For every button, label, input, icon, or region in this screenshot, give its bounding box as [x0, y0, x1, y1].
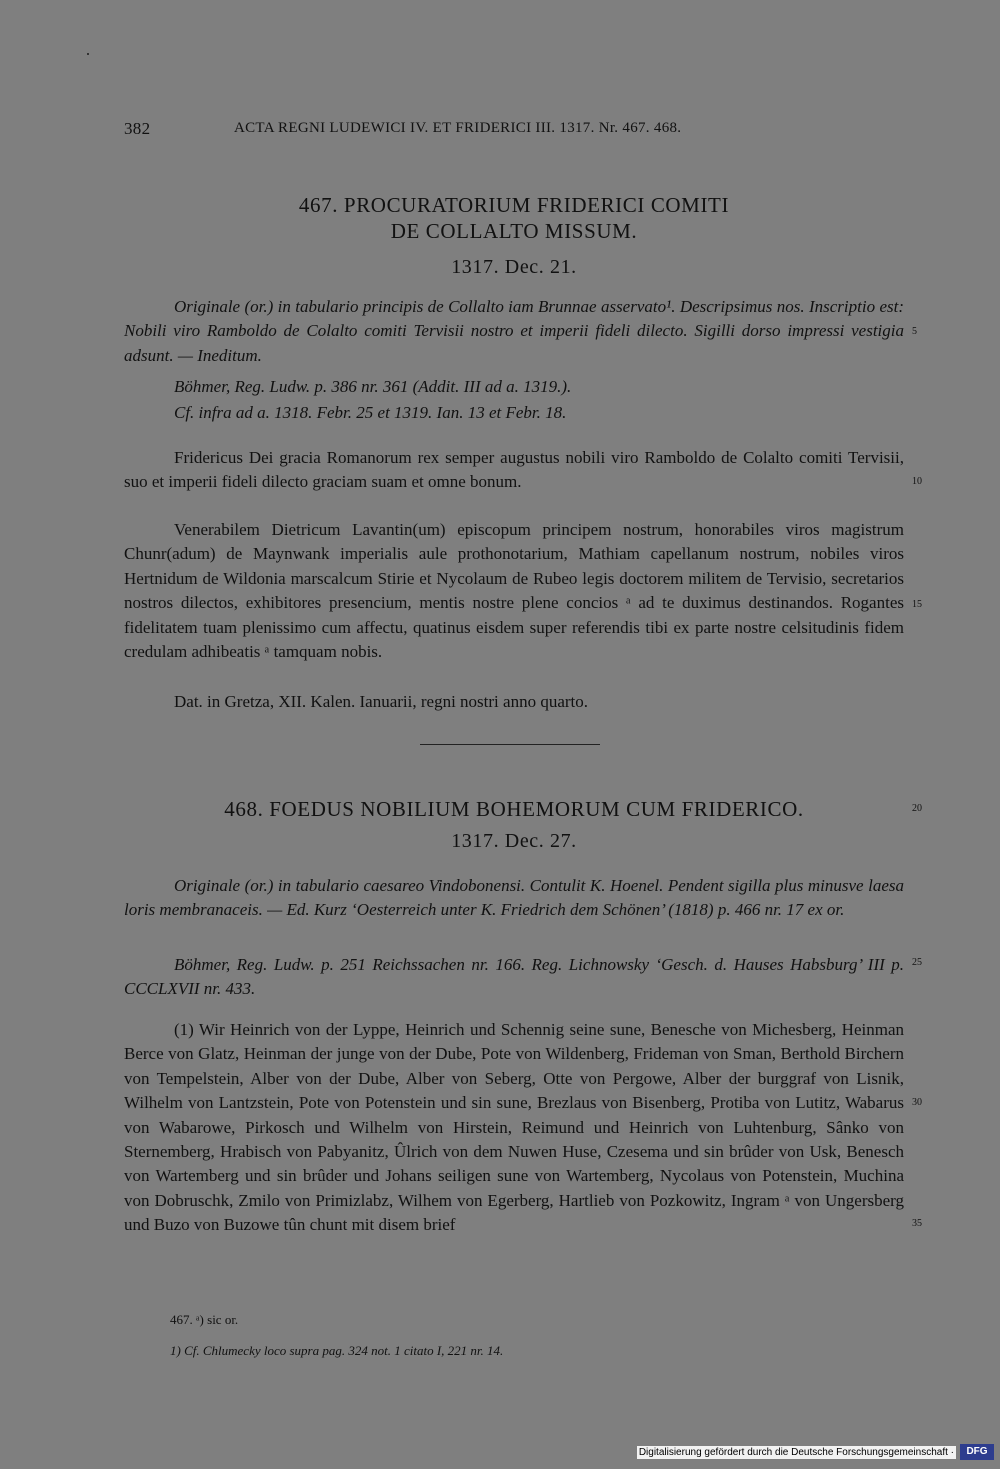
footnote-1: 1) Cf. Chlumecky loco supra pag. 324 not. 1 citato I, 221 nr. 14.: [170, 1343, 504, 1358]
running-title: ACTA REGNI LUDEWICI IV. ET FRIDERICI III. 1317. Nr. 467. 468.: [234, 120, 682, 136]
doc467-intitulatio: Fridericus Dei gracia Romanorum rex semper augustus nobili viro Ramboldo de Colalto comiti Tervisii, suo et imperii fideli dilecto graciam suam et omne bonum.: [124, 448, 904, 492]
line-number-25: 25: [912, 957, 922, 968]
page-number: 382: [124, 119, 151, 138]
funding-credit: Digitalisierung gefördert durch die Deutsche Forschungsgemeinschaft ·: [638, 1447, 954, 1458]
dfg-logo: DFG: [960, 1444, 994, 1460]
line-number-15: 15: [912, 599, 922, 610]
line-number-5: 5: [912, 326, 917, 337]
digitization-footer: [0, 1435, 1000, 1469]
doc467-regest-2: Cf. infra ad a. 1318. Febr. 25 et 1319. Ian. 13 et Febr. 18.: [174, 403, 567, 422]
footnote-a: 467. ᵃ) sic or.: [170, 1312, 239, 1327]
doc467-title-line1: 467. PROCURATORIUM FRIDERICI COMITI: [298, 193, 730, 217]
doc467-title-line2: DE COLLALTO MISSUM.: [390, 219, 638, 243]
line-number-20: 20: [912, 803, 922, 814]
section-divider: [420, 744, 600, 745]
line-number-35: 35: [912, 1218, 922, 1229]
doc467-regest-1: Böhmer, Reg. Ludw. p. 386 nr. 361 (Addit. III ad a. 1319.).: [174, 377, 572, 396]
line-number-30: 30: [912, 1097, 922, 1108]
doc468-regest: Böhmer, Reg. Ludw. p. 251 Reichssachen nr. 166. Reg. Lichnowsky ‘Gesch. d. Hauses Habsburg’ III p. CCCLXVII nr. 433.: [124, 955, 904, 999]
line-number-10: 10: [912, 476, 922, 487]
doc468-body: (1) Wir Heinrich von der Lyppe, Heinrich und Schennig seine sune, Benesche von Michesberg, Heinman Berce von Glatz, Heinman der junge von der Dube, Pote von Wildenberg, Frideman von Sman, Berthold Birchern von Tempelstein, Alber von der Dube, Alber von Seberg, Otte von Pergowe, Alber der burggraf von Lisnik, Wilhelm von Lantzstein, Pote von Potenstein und sin sune, Brezlaus von Bisenberg, Protiba von Lutitz, Wabarus von Wabarowe, Pirkosch und Wilhelm von Hirstein, Reimund und Heinrich von Luhtenburg, Sânko von Sternemberg, Hrabisch von Pabyanitz, Ûlrich von dem Nuwen Huse, Czesema und sin brûder von Usk, Benesch von Wartemberg und sin brûder und Johans seiligen sune von Wartemberg, Nycolaus von Potenstein, Muchina von Dobruschk, Zmilo von Primizlabz, Wilhem von Egerberg, Hartlieb von Pozkowitz, Ingram ᵃ von Ungersberg und Buzo von Buzowe tûn chunt mit disem brief: [124, 1020, 904, 1235]
doc467-body: Venerabilem Dietricum Lavantin(um) episcopum principem nostrum, honorabiles viros magistrum Chunr(adum) de Maynwank imperialis aule prothonotarium, Mathiam capellanum nostrum, nobiles viros Hertnidum de Wildonia marscalcum Stirie et Nycolaum de Rubeo legis doctorem militem de Tervisio, secretarios nostros dilectos, exhibitores presencium, mentis nostre plene concios ᵃ ad te duximus destinandos. Rogantes fidelitatem tuam plenissimo cum affectu, quatinus eisdem super referendis tibi ex parte nostre celsitudinis fidem credulam adhibeatis ᵃ tamquam nobis.: [124, 520, 904, 662]
scan-speck: [87, 53, 89, 55]
page-header: [124, 119, 804, 139]
doc467-datum: Dat. in Gretza, XII. Kalen. Ianuarii, regni nostri anno quarto.: [174, 692, 588, 711]
doc467-source-note: Originale (or.) in tabulario principis de Collalto iam Brunnae asservato¹. Descripsimus nos. Inscriptio est: Nobili viro Ramboldo de Colalto comiti Tervisii nostro et imperii fideli dilecto. Sigilli dorso impressi vestigia adsunt. — Ineditum.: [124, 297, 904, 365]
doc467-date: 1317. Dec. 21.: [451, 256, 577, 278]
doc468-date: 1317. Dec. 27.: [451, 830, 577, 852]
doc468-source-note: Originale (or.) in tabulario caesareo Vindobonensi. Contulit K. Hoenel. Pendent sigilla plus minusve laesa loris membranaceis. — Ed. Kurz ‘Oesterreich unter K. Friedrich dem Schönen’ (1818) p. 466 nr. 17 ex or.: [124, 876, 904, 920]
doc468-title: 468. FOEDUS NOBILIUM BOHEMORUM CUM FRIDERICO.: [224, 797, 804, 821]
